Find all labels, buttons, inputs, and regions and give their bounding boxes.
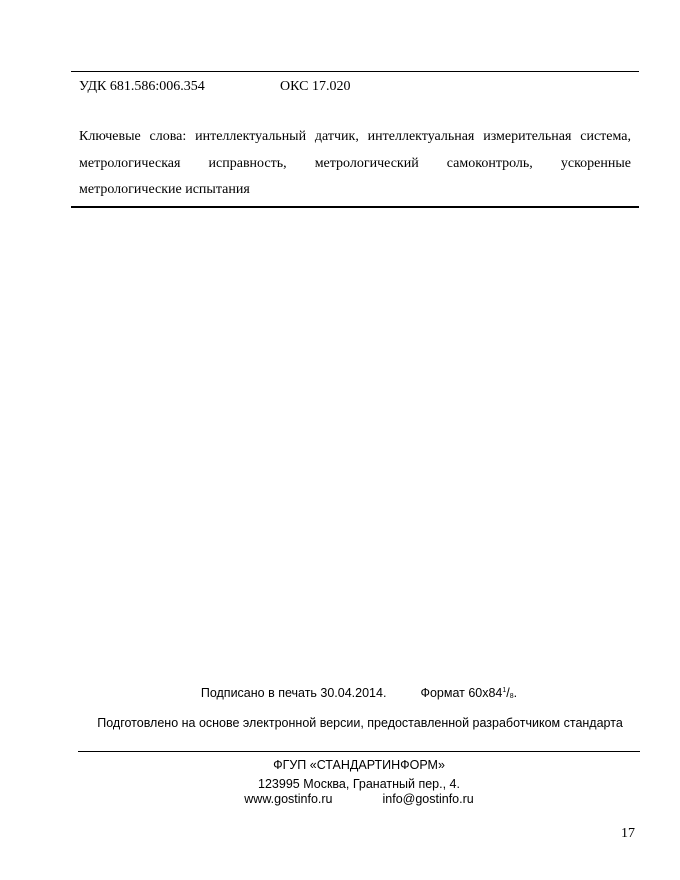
signing-line [78,686,640,700]
top-rule [71,71,639,72]
publisher-address: 123995 Москва, Гранатный пер., 4. [258,777,460,791]
format-text: Формат $60x84^1/_8$. [420,686,518,700]
prepared-note: Подготовлено на основе электронной версии, предоставленной разработчиком стандарта [97,716,623,730]
publisher-rule [78,751,640,752]
publisher-contacts [78,792,640,806]
keywords-paragraph: Ключевые слова: интеллектуальный датчик, интеллектуальная измерительная система, метрологическая исправность, метрологический самоконтроль, ускоренные метрологические испытания [79,129,631,197]
udk-code: УДК 681.586:006.354 [79,79,205,94]
signed-date: Подписано в печать 30.04.2014. [200,686,387,700]
email-link[interactable]: info@gostinfo.ru [382,792,474,806]
keywords-rule [71,206,639,208]
publisher-name: ФГУП «СТАНДАРТИНФОРМ» [273,758,445,772]
website-link[interactable]: www.gostinfo.ru [244,792,333,806]
oks-code: ОКС 17.020 [280,79,351,94]
page-number: 17 [621,826,635,841]
